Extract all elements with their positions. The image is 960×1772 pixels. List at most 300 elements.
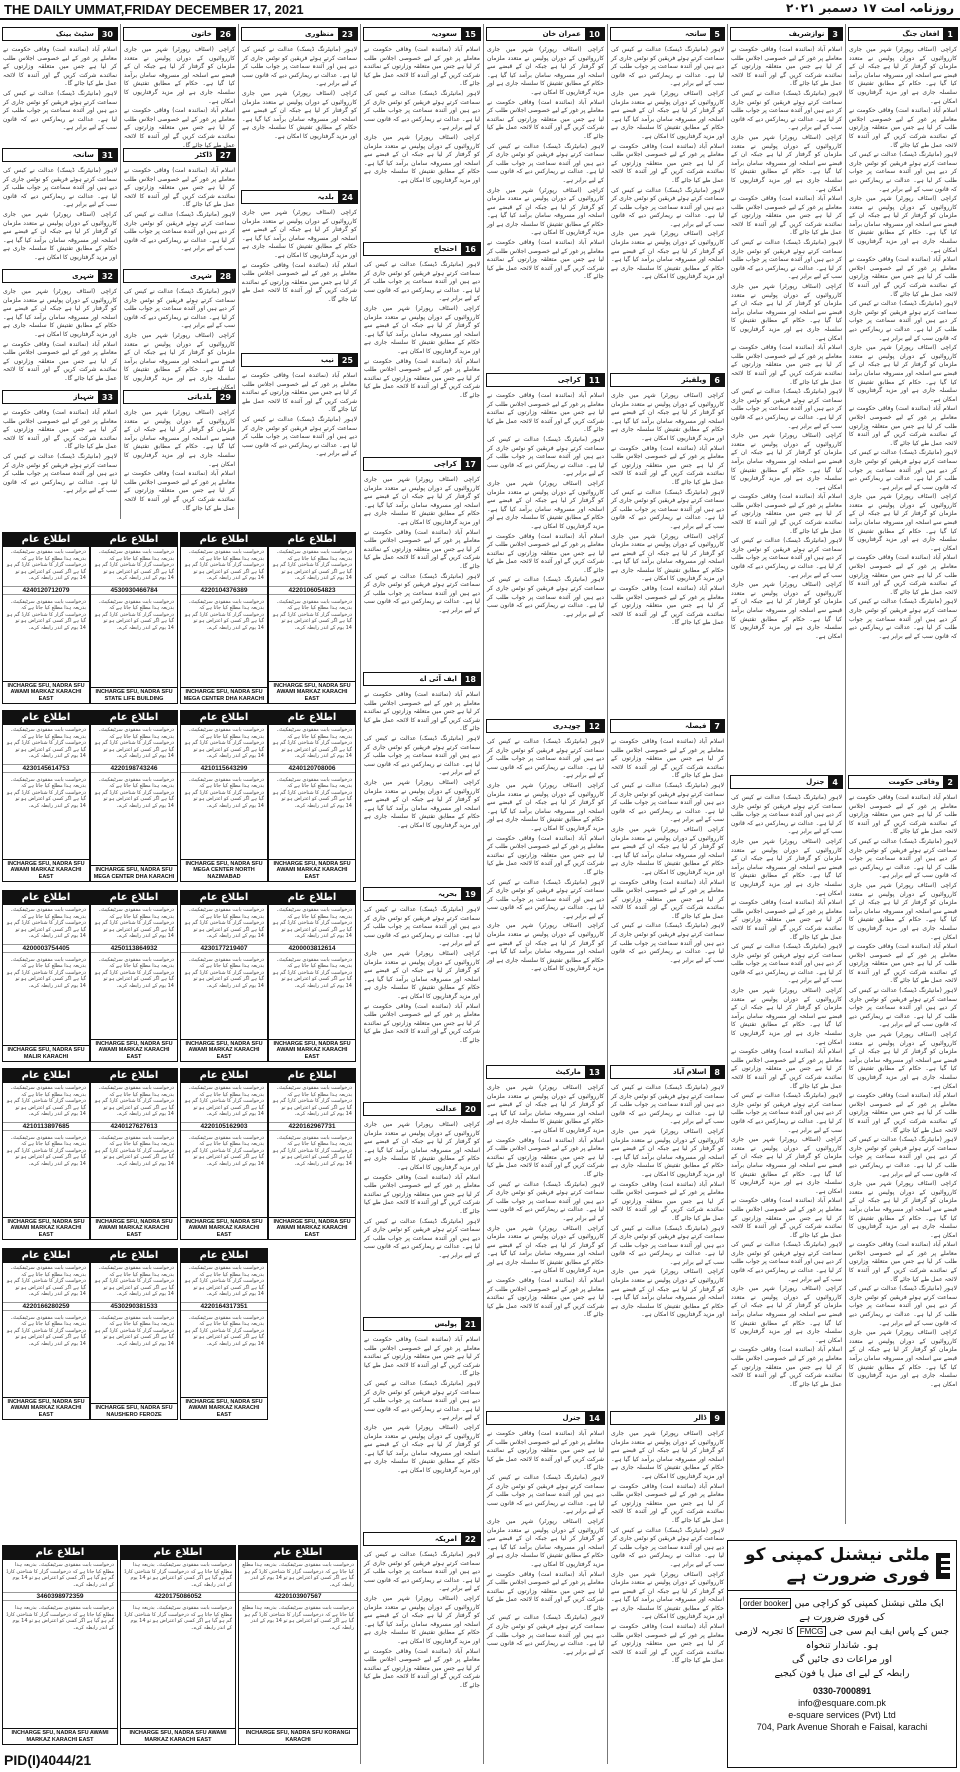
notice-footer: INCHARGE SFU, NADRA SFU AWAMI MARKAZ KARACHI EAST	[269, 681, 355, 704]
story-paragraph: لاہور (مانیٹرنگ ڈیسک) عدالت نے کیس کی سماعت کرتے ہوئے فریقین کو نوٹس جاری کر دیے ہیں اور آئندہ سماعت پر جواب طلب کر لیا ہے۔ عدالت نے ریمارکس دیے کہ قانون سب کے لیے برابر ہے۔	[731, 388, 842, 430]
story-paragraph: اسلام آباد (نمائندہ امت) وفاقی حکومت نے معاملے پر غور کے لیے خصوصی اجلاس طلب کر لیا ہے جس میں متعلقہ وزارتوں کے نمائندے شرکت کریں گے اور آئندہ کا لائحہ عمل طے کیا جائے گا۔	[731, 1346, 842, 1388]
story-paragraph: لاہور (مانیٹرنگ ڈیسک) عدالت نے کیس کی سماعت کرتے ہوئے فریقین کو نوٹس جاری کر دیے ہیں اور آئندہ سماعت پر جواب طلب کر لیا ہے۔ عدالت نے ریمارکس دیے کہ قانون سب کے لیے برابر ہے۔	[364, 734, 480, 777]
notice-cnic: 4240120708006	[269, 764, 355, 773]
notice-footer: INCHARGE SFU, NADRA SFU NAUSHERO FEROZE	[91, 1403, 177, 1419]
ad-line-1: ایک ملٹی نیشنل کمپنی کو کراچی میں	[794, 1598, 944, 1609]
story-paragraph: کراچی (اسٹاف رپورٹر) شہر میں جاری کارروائیوں کے دوران پولیس نے متعدد ملزمان کو گرفتار کر لیا ہے جبکہ ان کے قبضے سے اسلحہ اور مسروقہ سامان برآمد کیا گیا ہے۔ حکام کے مطابق تفتیش کا سلسلہ جاری ہے اور مزید گرفتاریوں کا امکان ہے۔	[487, 1224, 604, 1275]
notice-footer: INCHARGE SFU, NADRA SFU KORANGI KARACHI	[239, 1728, 357, 1744]
story-paragraph: لاہور (مانیٹرنگ ڈیسک) عدالت نے کیس کی سماعت کرتے ہوئے فریقین کو نوٹس جاری کر دیے ہیں اور آئندہ سماعت پر جواب طلب کر لیا ہے۔ عدالت نے ریمارکس دیے کہ قانون سب کے لیے برابر ہے۔	[611, 46, 724, 88]
story-title: کراچی	[557, 376, 581, 384]
story-paragraph: لاہور (مانیٹرنگ ڈیسک) عدالت نے کیس کی سماعت کرتے ہوئے فریقین کو نوٹس جاری کر دیے ہیں اور آئندہ سماعت پر جواب طلب کر لیا ہے۔ عدالت نے ریمارکس دیے کہ قانون سب کے لیے برابر ہے۔	[364, 261, 480, 303]
story-paragraph: اسلام آباد (نمائندہ امت) وفاقی حکومت نے معاملے پر غور کے لیے خصوصی اجلاس طلب کر لیا ہے جس میں متعلقہ وزارتوں کے نمائندے شرکت کریں گے اور آئندہ کا لائحہ عمل طے کیا جائے گا۔	[849, 554, 957, 596]
notice-footer: INCHARGE SFU, NADRA SFU AWAMI MARKAZ KARACHI EAST	[3, 1728, 117, 1744]
story-heading	[241, 190, 358, 204]
notice-cnic: 4220166280259	[3, 1302, 89, 1311]
story-paragraph: اسلام آباد (نمائندہ امت) وفاقی حکومت نے معاملے پر غور کے لیے خصوصی اجلاس طلب کر لیا ہے جس میں متعلقہ وزارتوں کے نمائندے شرکت کریں گے اور آئندہ کا لائحہ عمل طے کیا جائے گا۔	[611, 1482, 724, 1524]
story-paragraph: لاہور (مانیٹرنگ ڈیسک) عدالت نے کیس کی سماعت کرتے ہوئے فریقین کو نوٹس جاری کر دیے ہیں اور آئندہ سماعت پر جواب طلب کر لیا ہے۔ عدالت نے ریمارکس دیے کہ قانون سب کے لیے برابر ہے۔	[487, 738, 604, 780]
story-paragraph: اسلام آباد (نمائندہ امت) وفاقی حکومت نے معاملے پر غور کے لیے خصوصی اجلاس طلب کر لیا ہے جس میں متعلقہ وزارتوں کے نمائندے شرکت کریں گے اور آئندہ کا لائحہ عمل طے کیا جائے گا۔	[731, 195, 842, 237]
story-title: سانحہ	[72, 151, 94, 159]
story-paragraph: کراچی (اسٹاف رپورٹر) شہر میں جاری کارروائیوں کے دوران پولیس نے متعدد ملزمان کو گرفتار کر لیا ہے جبکہ ان کے قبضے سے اسلحہ اور مسروقہ سامان برآمد کیا گیا ہے۔ حکام کے مطابق تفتیش کا سلسلہ جاری ہے اور مزید گرفتاریوں کا امکان ہے۔	[849, 46, 957, 105]
story-number: 15	[461, 28, 480, 40]
story-number: 14	[585, 1412, 604, 1424]
story-paragraph: لاہور (مانیٹرنگ ڈیسک) عدالت نے کیس کی سماعت کرتے ہوئے فریقین کو نوٹس جاری کر دیے ہیں اور آئندہ سماعت پر جواب طلب کر لیا ہے۔ عدالت نے ریمارکس دیے کہ قانون سب کے لیے برابر ہے۔	[124, 210, 235, 253]
notice-footer: INCHARGE SFU, NADRA SFU AWAMI MARKAZ KARACHI EAST	[91, 1217, 177, 1240]
public-notice	[2, 710, 90, 882]
story-heading	[363, 27, 481, 41]
public-notice	[268, 710, 356, 882]
story-title: عدالت	[435, 1105, 457, 1113]
story-heading	[123, 27, 236, 41]
story-paragraph: لاہور (مانیٹرنگ ڈیسک) عدالت نے کیس کی سماعت کرتے ہوئے فریقین کو نوٹس جاری کر دیے ہیں اور آئندہ سماعت پر جواب طلب کر لیا ہے۔ عدالت نے ریمارکس دیے کہ قانون سب کے لیے برابر ہے۔	[731, 1241, 842, 1283]
notice-cnic: 4530930466784	[91, 586, 177, 595]
story-paragraph: لاہور (مانیٹرنگ ڈیسک) عدالت نے کیس کی سماعت کرتے ہوئے فریقین کو نوٹس جاری کر دیے ہیں اور آئندہ سماعت پر جواب طلب کر لیا ہے۔ عدالت نے ریمارکس دیے کہ قانون سب کے لیے برابر ہے۔	[487, 435, 604, 478]
story-paragraph: کراچی (اسٹاف رپورٹر) شہر میں جاری کارروائیوں کے دوران پولیس نے متعدد ملزمان کو گرفتار کر لیا ہے جبکہ ان کے قبضے سے اسلحہ اور مسروقہ سامان برآمد کیا گیا ہے۔ حکام کے مطابق تفتیش کا سلسلہ جاری ہے اور مزید گرفتاریوں کا امکان ہے۔	[487, 922, 604, 973]
pid-number: PID(I)4044/21	[4, 1752, 92, 1768]
notice-body: درخواست بابت مفقودی سرٹیفکیٹ۔ بذریعہ ہذا مطلع کیا جاتا ہے کہ درخواست گزار کا شناختی کارڈ گم ہو گیا ہے اگر کسی کو اعتراض ہو تو 14 یوم کے اندر رابطہ کرے۔	[95, 549, 174, 581]
notice-body: درخواست بابت مفقودی سرٹیفکیٹ۔ بذریعہ ہذا مطلع کیا جاتا ہے کہ درخواست گزار کا شناختی کارڈ گم ہو گیا ہے اگر کسی کو اعتراض ہو تو 14 یوم کے اندر رابطہ کرے۔	[273, 776, 352, 809]
notice-body: درخواست بابت مفقودی سرٹیفکیٹ۔ بذریعہ ہذا مطلع کیا جاتا ہے کہ درخواست گزار کا شناختی کارڈ گم ہو گیا ہے اگر کسی کو اعتراض ہو تو 14 یوم کے اندر رابطہ کرے۔	[273, 1085, 352, 1117]
notice-title: اطلاع عام	[3, 711, 89, 725]
story-paragraph: اسلام آباد (نمائندہ امت) وفاقی حکومت نے معاملے پر غور کے لیے خصوصی اجلاس طلب کر لیا ہے جس میں متعلقہ وزارتوں کے نمائندے شرکت کریں گے اور آئندہ کا لائحہ عمل طے کیا جائے گا۔	[849, 794, 957, 836]
story-paragraph: کراچی (اسٹاف رپورٹر) شہر میں جاری کارروائیوں کے دوران پولیس نے متعدد ملزمان کو گرفتار کر لیا ہے جبکہ ان کے قبضے سے اسلحہ اور مسروقہ سامان برآمد کیا گیا ہے۔ حکام کے مطابق تفتیش کا سلسلہ جاری ہے اور مزید گرفتاریوں کا امکان ہے۔	[3, 210, 117, 261]
ad-fmcg: FMCG	[797, 1626, 827, 1637]
story-paragraph: اسلام آباد (نمائندہ امت) وفاقی حکومت نے معاملے پر غور کے لیے خصوصی اجلاس طلب کر لیا ہے جس میں متعلقہ وزارتوں کے نمائندے شرکت کریں گے اور آئندہ کا لائحہ عمل طے کیا جائے گا۔	[611, 1180, 724, 1222]
story-title: نیب	[320, 356, 334, 364]
notice-body: درخواست بابت مفقودی سرٹیفکیٹ۔ بذریعہ ہذا مطلع کیا جاتا ہے کہ درخواست گزار کا شناختی کارڈ گم ہو گیا ہے اگر کسی کو اعتراض ہو تو 14 یوم کے اندر رابطہ کرے۔	[7, 1085, 86, 1117]
story-paragraph: اسلام آباد (نمائندہ امت) وفاقی حکومت نے معاملے پر غور کے لیے خصوصی اجلاس طلب کر لیا ہے جس میں متعلقہ وزارتوں کے نمائندے شرکت کریں گے اور آئندہ کا لائحہ عمل طے کیا جائے گا۔	[849, 943, 957, 985]
story-paragraph: اسلام آباد (نمائندہ امت) وفاقی حکومت نے معاملے پر غور کے لیے خصوصی اجلاس طلب کر لیا ہے جس میں متعلقہ وزارتوں کے نمائندے شرکت کریں گے اور آئندہ کا لائحہ عمل طے کیا جائے گا۔	[3, 46, 117, 88]
story-title: ویلفیئر	[681, 376, 707, 384]
story-paragraph: کراچی (اسٹاف رپورٹر) شہر میں جاری کارروائیوں کے دوران پولیس نے متعدد ملزمان کو گرفتار کر لیا ہے جبکہ ان کے قبضے سے اسلحہ اور مسروقہ سامان برآمد کیا گیا ہے۔ حکام کے مطابق تفتیش کا سلسلہ جاری ہے اور مزید گرفتاریوں کا امکان ہے۔	[731, 283, 842, 342]
story-number: 11	[585, 374, 604, 386]
story-paragraph: لاہور (مانیٹرنگ ڈیسک) عدالت نے کیس کی سماعت کرتے ہوئے فریقین کو نوٹس جاری کر دیے ہیں اور آئندہ سماعت پر جواب طلب کر لیا ہے۔ عدالت نے ریمارکس دیے کہ قانون سب کے لیے برابر ہے۔	[849, 300, 957, 342]
notice-cnic: 4220175086052	[121, 1592, 235, 1601]
public-notice	[180, 710, 268, 882]
story-paragraph: اسلام آباد (نمائندہ امت) وفاقی حکومت نے معاملے پر غور کے لیے خصوصی اجلاس طلب کر لیا ہے جس میں متعلقہ وزارتوں کے نمائندے شرکت کریں گے اور آئندہ کا لائحہ عمل طے کیا جائے گا۔	[611, 1623, 724, 1665]
notice-cnic: 4200003812614	[269, 944, 355, 953]
public-notice	[90, 710, 178, 882]
story-text	[121, 286, 238, 391]
masthead	[0, 0, 960, 20]
story-title: سانحہ	[685, 30, 707, 38]
story-heading	[2, 27, 118, 41]
masthead-urdu: روزنامہ امت ۱۷ دسمبر ۲۰۲۱	[785, 1, 954, 15]
story-number: 26	[216, 28, 235, 40]
story-paragraph: کراچی (اسٹاف رپورٹر) شہر میں جاری کارروائیوں کے دوران پولیس نے متعدد ملزمان کو گرفتار کر لیا ہے جبکہ ان کے قبضے سے اسلحہ اور مسروقہ سامان برآمد کیا گیا ہے۔ حکام کے مطابق تفتیش کا سلسلہ جاری ہے اور مزید گرفتاریوں کا امکان ہے۔	[849, 1329, 957, 1388]
notice-body: درخواست بابت مفقودی سرٹیفکیٹ۔ بذریعہ ہذا مطلع کیا جاتا ہے کہ درخواست گزار کا شناختی کارڈ گم ہو گیا ہے اگر کسی کو اعتراض ہو تو 14 یوم کے اندر رابطہ کرے۔	[242, 1562, 354, 1588]
story-paragraph: کراچی (اسٹاف رپورٹر) شہر میں جاری کارروائیوں کے دوران پولیس نے متعدد ملزمان کو گرفتار کر لیا ہے جبکہ ان کے قبضے سے اسلحہ اور مسروقہ سامان برآمد کیا گیا ہے۔ حکام کے مطابق تفتیش کا سلسلہ جاری ہے اور مزید گرفتاریوں کا امکان ہے۔	[487, 46, 604, 96]
notice-footer: INCHARGE SFU, NADRA SFU MALIR KARACHI	[3, 1045, 89, 1061]
story-paragraph: کراچی (اسٹاف رپورٹر) شہر میں جاری کارروائیوں کے دوران پولیس نے متعدد ملزمان کو گرفتار کر لیا ہے جبکہ ان کے قبضے سے اسلحہ اور مسروقہ سامان برآمد کیا گیا ہے۔ حکام کے مطابق تفتیش کا سلسلہ جاری ہے اور مزید گرفتاریوں کا امکان ہے۔	[124, 409, 235, 468]
story-text	[728, 44, 845, 772]
notice-body: درخواست بابت مفقودی سرٹیفکیٹ۔ بذریعہ ہذا مطلع کیا جاتا ہے کہ درخواست گزار کا شناختی کارڈ گم ہو گیا ہے اگر کسی کو اعتراض ہو تو 14 یوم کے اندر رابطہ کرے۔	[95, 956, 174, 989]
story-paragraph: اسلام آباد (نمائندہ امت) وفاقی حکومت نے معاملے پر غور کے لیے خصوصی اجلاس طلب کر لیا ہے جس میں متعلقہ وزارتوں کے نمائندے شرکت کریں گے اور آئندہ کا لائحہ عمل طے کیا جائے گا۔	[364, 1647, 480, 1689]
story-paragraph: اسلام آباد (نمائندہ امت) وفاقی حکومت نے معاملے پر غور کے لیے خصوصی اجلاس طلب کر لیا ہے جس میں متعلقہ وزارتوں کے نمائندے شرکت کریں گے اور آئندہ کا لائحہ عمل طے کیا جائے گا۔	[124, 470, 235, 512]
notice-body: درخواست بابت مفقودی سرٹیفکیٹ۔ بذریعہ ہذا مطلع کیا جاتا ہے کہ درخواست گزار کا شناختی کارڈ گم ہو گیا ہے اگر کسی کو اعتراض ہو تو 14 یوم کے اندر رابطہ کرے۔	[95, 907, 174, 939]
story-title: ایف آئی اے	[420, 675, 457, 683]
notice-title: اطلاع عام	[121, 1546, 235, 1560]
ad-address: 704, Park Avenue Shorah e Faisal, karachi	[756, 1722, 928, 1732]
story-heading	[730, 27, 843, 41]
story-paragraph: کراچی (اسٹاف رپورٹر) شہر میں جاری کارروائیوں کے دوران پولیس نے متعدد ملزمان کو گرفتار کر لیا ہے جبکہ ان کے قبضے سے اسلحہ اور مسروقہ سامان برآمد کیا گیا ہے۔ حکام کے مطابق تفتیش کا سلسلہ جاری ہے اور مزید گرفتاریوں کا امکان ہے۔	[731, 1136, 842, 1195]
story-heading	[486, 1411, 605, 1425]
story-paragraph: کراچی (اسٹاف رپورٹر) شہر میں جاری کارروائیوں کے دوران پولیس نے متعدد ملزمان کو گرفتار کر لیا ہے جبکہ ان کے قبضے سے اسلحہ اور مسروقہ سامان برآمد کیا گیا ہے۔ حکام کے مطابق تفتیش کا سلسلہ جاری ہے اور مزید گرفتاریوں کا امکان ہے۔	[364, 476, 480, 526]
story-heading	[363, 1102, 481, 1116]
notice-footer: INCHARGE SFU, NADRA SFU STATE LIFE BUILDING	[91, 687, 177, 703]
story-paragraph: لاہور (مانیٹرنگ ڈیسک) عدالت نے کیس کی سماعت کرتے ہوئے فریقین کو نوٹس جاری کر دیے ہیں اور آئندہ سماعت پر جواب طلب کر لیا ہے۔ عدالت نے ریمارکس دیے کہ قانون سب کے لیے برابر ہے۔	[731, 1092, 842, 1134]
notice-title: اطلاع عام	[181, 1069, 267, 1083]
story-text	[0, 286, 120, 387]
story-text	[361, 259, 483, 454]
story-paragraph: کراچی (اسٹاف رپورٹر) شہر میں جاری کارروائیوں کے دوران پولیس نے متعدد ملزمان کو گرفتار کر لیا ہے جبکہ ان کے قبضے سے اسلحہ اور مسروقہ سامان برآمد کیا گیا ہے۔ حکام کے مطابق تفتیش کا سلسلہ جاری ہے اور مزید گرفتاریوں کا امکان ہے۔	[124, 46, 235, 105]
story-heading	[486, 719, 605, 733]
notice-body: درخواست بابت مفقودی سرٹیفکیٹ۔ بذریعہ ہذا مطلع کیا جاتا ہے کہ درخواست گزار کا شناختی کارڈ گم ہو گیا ہے اگر کسی کو اعتراض ہو تو 14 یوم کے اندر رابطہ کرے۔	[273, 598, 352, 631]
news-column-1	[845, 24, 960, 1524]
public-notice	[120, 1545, 236, 1745]
story-paragraph: کراچی (اسٹاف رپورٹر) شہر میں جاری کارروائیوں کے دوران پولیس نے متعدد ملزمان کو گرفتار کر لیا ہے جبکہ ان کے قبضے سے اسلحہ اور مسروقہ سامان برآمد کیا گیا ہے۔ حکام کے مطابق تفتیش کا سلسلہ جاری ہے اور مزید گرفتاریوں کا امکان ہے۔	[849, 1031, 957, 1090]
story-paragraph: اسلام آباد (نمائندہ امت) وفاقی حکومت نے معاملے پر غور کے لیے خصوصی اجلاس طلب کر لیا ہے جس میں متعلقہ وزارتوں کے نمائندے شرکت کریں گے اور آئندہ کا لائحہ عمل طے کیا جائے گا۔	[487, 1570, 604, 1612]
story-text	[728, 792, 845, 1520]
story-paragraph: لاہور (مانیٹرنگ ڈیسک) عدالت نے کیس کی سماعت کرتے ہوئے فریقین کو نوٹس جاری کر دیے ہیں اور آئندہ سماعت پر جواب طلب کر لیا ہے۔ عدالت نے ریمارکس دیے کہ قانون سب کے لیے برابر ہے۔	[849, 987, 957, 1029]
story-text	[361, 1119, 483, 1314]
story-paragraph: لاہور (مانیٹرنگ ڈیسک) عدالت نے کیس کی سماعت کرتے ہوئے فریقین کو نوٹس جاری کر دیے ہیں اور آئندہ سماعت پر جواب طلب کر لیا ہے۔ عدالت نے ریمارکس دیے کہ قانون سب کے لیے برابر ہے۔	[242, 46, 357, 88]
story-number: 16	[461, 243, 480, 255]
story-title: جنرل	[806, 778, 825, 786]
notice-cnic: 4220103907567	[239, 1592, 357, 1601]
story-paragraph: کراچی (اسٹاف رپورٹر) شہر میں جاری کارروائیوں کے دوران پولیس نے متعدد ملزمان کو گرفتار کر لیا ہے جبکہ ان کے قبضے سے اسلحہ اور مسروقہ سامان برآمد کیا گیا ہے۔ حکام کے مطابق تفتیش کا سلسلہ جاری ہے اور مزید گرفتاریوں کا امکان ہے۔	[364, 949, 480, 1000]
story-paragraph: لاہور (مانیٹرنگ ڈیسک) عدالت نے کیس کی سماعت کرتے ہوئے فریقین کو نوٹس جاری کر دیے ہیں اور آئندہ سماعت پر جواب طلب کر لیا ہے۔ عدالت نے ریمارکس دیے کہ قانون سب کے لیے برابر ہے۔	[611, 488, 724, 530]
public-notice	[2, 1068, 90, 1240]
story-number: 32	[98, 270, 117, 282]
story-paragraph: لاہور (مانیٹرنگ ڈیسک) عدالت نے کیس کی سماعت کرتے ہوئے فریقین کو نوٹس جاری کر دیے ہیں اور آئندہ سماعت پر جواب طلب کر لیا ہے۔ عدالت نے ریمارکس دیے کہ قانون سب کے لیے برابر ہے۔	[364, 89, 480, 132]
notice-body: درخواست بابت مفقودی سرٹیفکیٹ۔ بذریعہ ہذا مطلع کیا جاتا ہے کہ درخواست گزار کا شناختی کارڈ گم ہو گیا ہے اگر کسی کو اعتراض ہو تو 14 یوم کے اندر رابطہ کرے۔	[6, 1605, 114, 1631]
notice-footer: INCHARGE SFU, NADRA SFU AWAMI MARKAZ KARACHI EAST	[181, 1217, 267, 1240]
story-text	[361, 1549, 483, 1744]
notice-body: درخواست بابت مفقودی سرٹیفکیٹ۔ بذریعہ ہذا مطلع کیا جاتا ہے کہ درخواست گزار کا شناختی کارڈ گم ہو گیا ہے اگر کسی کو اعتراض ہو تو 14 یوم کے اندر رابطہ کرے۔	[95, 1134, 174, 1167]
story-heading	[363, 1532, 481, 1546]
story-paragraph: اسلام آباد (نمائندہ امت) وفاقی حکومت نے معاملے پر غور کے لیے خصوصی اجلاس طلب کر لیا ہے جس میں متعلقہ وزارتوں کے نمائندے شرکت کریں گے اور آئندہ کا لائحہ عمل طے کیا جائے گا۔	[364, 357, 480, 399]
story-number: 33	[98, 391, 117, 403]
story-paragraph: لاہور (مانیٹرنگ ڈیسک) عدالت نے کیس کی سماعت کرتے ہوئے فریقین کو نوٹس جاری کر دیے ہیں اور آئندہ سماعت پر جواب طلب کر لیا ہے۔ عدالت نے ریمارکس دیے کہ قانون سب کے لیے برابر ہے۔	[364, 572, 480, 614]
story-heading	[363, 1317, 481, 1331]
story-heading	[610, 27, 725, 41]
notice-title: اطلاع عام	[181, 533, 267, 547]
story-paragraph: کراچی (اسٹاف رپورٹر) شہر میں جاری کارروائیوں کے دوران پولیس نے متعدد ملزمان کو گرفتار کر لیا ہے جبکہ ان کے قبضے سے اسلحہ اور مسروقہ سامان برآمد کیا گیا ہے۔ حکام کے مطابق تفتیش کا سلسلہ جاری ہے اور مزید گرفتاریوں کا امکان ہے۔	[242, 89, 357, 140]
public-notice	[268, 532, 356, 704]
notice-body: درخواست بابت مفقودی سرٹیفکیٹ۔ بذریعہ ہذا مطلع کیا جاتا ہے کہ درخواست گزار کا شناختی کارڈ گم ہو گیا ہے اگر کسی کو اعتراض ہو تو 14 یوم کے اندر رابطہ کرے۔	[7, 1314, 86, 1347]
public-notice	[238, 1545, 358, 1745]
story-number: 31	[98, 149, 117, 161]
story-number: 9	[710, 1412, 724, 1424]
story-text	[484, 390, 607, 716]
story-paragraph: کراچی (اسٹاف رپورٹر) شہر میں جاری کارروائیوں کے دوران پولیس نے متعدد ملزمان کو گرفتار کر لیا ہے جبکہ ان کے قبضے سے اسلحہ اور مسروقہ سامان برآمد کیا گیا ہے۔ حکام کے مطابق تفتیش کا سلسلہ جاری ہے اور مزید گرفتاریوں کا امکان ہے۔	[611, 392, 724, 442]
notice-cnic: 4240127627613	[91, 1122, 177, 1131]
story-heading	[241, 27, 358, 41]
notice-cnic: 4220104376389	[181, 586, 267, 595]
ad-phone: 0330-7000891	[812, 1686, 872, 1696]
story-paragraph: کراچی (اسٹاف رپورٹر) شہر میں جاری کارروائیوں کے دوران پولیس نے متعدد ملزمان کو گرفتار کر لیا ہے جبکہ ان کے قبضے سے اسلحہ اور مسروقہ سامان برآمد کیا گیا ہے۔ حکام کے مطابق تفتیش کا سلسلہ جاری ہے اور مزید گرفتاریوں کا امکان ہے۔	[611, 825, 724, 876]
news-column-3	[607, 24, 727, 1764]
ad-line-2: جس کے پاس ایف ایم سی جی	[829, 1626, 950, 1637]
news-column-6	[238, 24, 360, 519]
story-text	[608, 1082, 727, 1408]
story-title: شہباز	[73, 393, 94, 401]
ad-email: info@esquare.com.pk	[798, 1698, 886, 1708]
story-paragraph: کراچی (اسٹاف رپورٹر) شہر میں جاری کارروائیوں کے دوران پولیس نے متعدد ملزمان کو گرفتار کر لیا ہے جبکہ ان کے قبضے سے اسلحہ اور مسروقہ سامان برآمد کیا گیا ہے۔ حکام کے مطابق تفتیش کا سلسلہ جاری ہے اور مزید گرفتاریوں کا امکان ہے۔	[731, 1285, 842, 1344]
notice-body: درخواست بابت مفقودی سرٹیفکیٹ۔ بذریعہ ہذا مطلع کیا جاتا ہے کہ درخواست گزار کا شناختی کارڈ گم ہو گیا ہے اگر کسی کو اعتراض ہو تو 14 یوم کے اندر رابطہ کرے۔	[7, 907, 86, 939]
story-paragraph: لاہور (مانیٹرنگ ڈیسک) عدالت نے کیس کی سماعت کرتے ہوئے فریقین کو نوٹس جاری کر دیے ہیں اور آئندہ سماعت پر جواب طلب کر لیا ہے۔ عدالت نے ریمارکس دیے کہ قانون سب کے لیے برابر ہے۔	[611, 186, 724, 228]
story-paragraph: لاہور (مانیٹرنگ ڈیسک) عدالت نے کیس کی سماعت کرتے ہوئے فریقین کو نوٹس جاری کر دیے ہیں اور آئندہ سماعت پر جواب طلب کر لیا ہے۔ عدالت نے ریمارکس دیے کہ قانون سب کے لیے برابر ہے۔	[487, 1614, 604, 1656]
news-column-7	[120, 24, 238, 519]
notice-body: درخواست بابت مفقودی سرٹیفکیٹ۔ بذریعہ ہذا مطلع کیا جاتا ہے کہ درخواست گزار کا شناختی کارڈ گم ہو گیا ہے اگر کسی کو اعتراض ہو تو 14 یوم کے اندر رابطہ کرے۔	[185, 727, 264, 759]
story-heading	[2, 390, 118, 404]
notice-cnic: 4220106054823	[269, 586, 355, 595]
notice-body: درخواست بابت مفقودی سرٹیفکیٹ۔ بذریعہ ہذا مطلع کیا جاتا ہے کہ درخواست گزار کا شناختی کارڈ گم ہو گیا ہے اگر کسی کو اعتراض ہو تو 14 یوم کے اندر رابطہ کرے۔	[7, 727, 86, 759]
notice-cnic: 4210115643299	[181, 764, 267, 773]
story-heading	[730, 775, 843, 789]
story-paragraph: لاہور (مانیٹرنگ ڈیسک) عدالت نے کیس کی سماعت کرتے ہوئے فریقین کو نوٹس جاری کر دیے ہیں اور آئندہ سماعت پر جواب طلب کر لیا ہے۔ عدالت نے ریمارکس دیے کہ قانون سب کے لیے برابر ہے۔	[124, 288, 235, 330]
story-title: ڈالر	[693, 1414, 707, 1422]
news-column-2	[727, 24, 845, 1524]
story-number: 5	[710, 28, 724, 40]
notice-title: اطلاع عام	[269, 533, 355, 547]
notice-footer: INCHARGE SFU, NADRA SFU AWAMI MARKAZ KARACHI EAST	[269, 1039, 355, 1062]
ad-order-booker: order booker	[740, 1598, 791, 1609]
story-paragraph: کراچی (اسٹاف رپورٹر) شہر میں جاری کارروائیوں کے دوران پولیس نے متعدد ملزمان کو گرفتار کر لیا ہے جبکہ ان کے قبضے سے اسلحہ اور مسروقہ سامان برآمد کیا گیا ہے۔ حکام کے مطابق تفتیش کا سلسلہ جاری ہے اور مزید گرفتاریوں کا امکان ہے۔	[611, 1268, 724, 1319]
story-text	[361, 1334, 483, 1529]
story-heading	[363, 672, 481, 686]
notice-footer: INCHARGE SFU, NADRA SFU AWAMI MARKAZ KARACHI EAST	[269, 859, 355, 882]
public-notice	[90, 890, 178, 1062]
story-paragraph: اسلام آباد (نمائندہ امت) وفاقی حکومت نے معاملے پر غور کے لیے خصوصی اجلاس طلب کر لیا ہے جس میں متعلقہ وزارتوں کے نمائندے شرکت کریں گے اور آئندہ کا لائحہ عمل طے کیا جائے گا۔	[487, 1277, 604, 1319]
story-paragraph: اسلام آباد (نمائندہ امت) وفاقی حکومت نے معاملے پر غور کے لیے خصوصی اجلاس طلب کر لیا ہے جس میں متعلقہ وزارتوں کے نمائندے شرکت کریں گے اور آئندہ کا لائحہ عمل طے کیا جائے گا۔	[849, 1241, 957, 1283]
story-heading	[363, 242, 481, 256]
notice-body: درخواست بابت مفقودی سرٹیفکیٹ۔ بذریعہ ہذا مطلع کیا جاتا ہے کہ درخواست گزار کا شناختی کارڈ گم ہو گیا ہے اگر کسی کو اعتراض ہو تو 14 یوم کے اندر رابطہ کرے۔	[273, 1134, 352, 1167]
story-paragraph: لاہور (مانیٹرنگ ڈیسک) عدالت نے کیس کی سماعت کرتے ہوئے فریقین کو نوٹس جاری کر دیے ہیں اور آئندہ سماعت پر جواب طلب کر لیا ہے۔ عدالت نے ریمارکس دیے کہ قانون سب کے لیے برابر ہے۔	[611, 781, 724, 824]
story-paragraph: اسلام آباد (نمائندہ امت) وفاقی حکومت نے معاملے پر غور کے لیے خصوصی اجلاس طلب کر لیا ہے جس میں متعلقہ وزارتوں کے نمائندے شرکت کریں گے اور آئندہ کا لائحہ عمل طے کیا جائے گا۔	[124, 167, 235, 209]
story-number: 13	[585, 1066, 604, 1078]
notice-body: درخواست بابت مفقودی سرٹیفکیٹ۔ بذریعہ ہذا مطلع کیا جاتا ہے کہ درخواست گزار کا شناختی کارڈ گم ہو گیا ہے اگر کسی کو اعتراض ہو تو 14 یوم کے اندر رابطہ کرے۔	[6, 1562, 114, 1588]
notice-body: درخواست بابت مفقودی سرٹیفکیٹ۔ بذریعہ ہذا مطلع کیا جاتا ہے کہ درخواست گزار کا شناختی کارڈ گم ہو گیا ہے اگر کسی کو اعتراض ہو تو 14 یوم کے اندر رابطہ کرے۔	[95, 1265, 174, 1297]
story-text	[608, 390, 727, 716]
public-notice	[180, 532, 268, 704]
story-paragraph: لاہور (مانیٹرنگ ڈیسک) عدالت نے کیس کی سماعت کرتے ہوئے فریقین کو نوٹس جاری کر دیے ہیں اور آئندہ سماعت پر جواب طلب کر لیا ہے۔ عدالت نے ریمارکس دیے کہ قانون سب کے لیے برابر ہے۔	[487, 878, 604, 920]
notice-body: درخواست بابت مفقودی سرٹیفکیٹ۔ بذریعہ ہذا مطلع کیا جاتا ہے کہ درخواست گزار کا شناختی کارڈ گم ہو گیا ہے اگر کسی کو اعتراض ہو تو 14 یوم کے اندر رابطہ کرے۔	[242, 1605, 354, 1631]
story-paragraph: لاہور (مانیٹرنگ ڈیسک) عدالت نے کیس کی سماعت کرتے ہوئے فریقین کو نوٹس جاری کر دیے ہیں اور آئندہ سماعت پر جواب طلب کر لیا ہے۔ عدالت نے ریمارکس دیے کہ قانون سب کے لیے برابر ہے۔	[3, 452, 117, 495]
story-paragraph: کراچی (اسٹاف رپورٹر) شہر میں جاری کارروائیوں کے دوران پولیس نے متعدد ملزمان کو گرفتار کر لیا ہے جبکہ ان کے قبضے سے اسلحہ اور مسروقہ سامان برآمد کیا گیا ہے۔ حکام کے مطابق تفتیش کا سلسلہ جاری ہے اور مزید گرفتاریوں کا امکان ہے۔	[364, 304, 480, 355]
story-paragraph: اسلام آباد (نمائندہ امت) وفاقی حکومت نے معاملے پر غور کے لیے خصوصی اجلاس طلب کر لیا ہے جس میں متعلقہ وزارتوں کے نمائندے شرکت کریں گے اور آئندہ کا لائحہ عمل طے کیا جائے گا۔	[731, 1048, 842, 1090]
story-text	[0, 165, 120, 266]
ad-contact	[728, 1683, 956, 1733]
story-title: کراچی	[433, 460, 457, 468]
story-number: 3	[828, 28, 842, 40]
story-number: 8	[710, 1066, 724, 1078]
story-heading	[241, 353, 358, 367]
story-title: امریکہ	[434, 1535, 457, 1543]
story-number: 12	[585, 720, 604, 732]
story-paragraph: اسلام آباد (نمائندہ امت) وفاقی حکومت نے معاملے پر غور کے لیے خصوصی اجلاس طلب کر لیا ہے جس میں متعلقہ وزارتوں کے نمائندے شرکت کریں گے اور آئندہ کا لائحہ عمل طے کیا جائے گا۔	[364, 46, 480, 88]
notice-cnic: 4220105162903	[181, 1122, 267, 1131]
story-heading	[610, 1411, 725, 1425]
story-paragraph: اسلام آباد (نمائندہ امت) وفاقی حکومت نے معاملے پر غور کے لیے خصوصی اجلاس طلب کر لیا ہے جس میں متعلقہ وزارتوں کے نمائندے شرکت کریں گے اور آئندہ کا لائحہ عمل طے کیا جائے گا۔	[487, 239, 604, 281]
story-paragraph: کراچی (اسٹاف رپورٹر) شہر میں جاری کارروائیوں کے دوران پولیس نے متعدد ملزمان کو گرفتار کر لیا ہے جبکہ ان کے قبضے سے اسلحہ اور مسروقہ سامان برآمد کیا گیا ہے۔ حکام کے مطابق تفتیش کا سلسلہ جاری ہے اور مزید گرفتاریوں کا امکان ہے۔	[364, 1121, 480, 1171]
story-paragraph: لاہور (مانیٹرنگ ڈیسک) عدالت نے کیس کی سماعت کرتے ہوئے فریقین کو نوٹس جاری کر دیے ہیں اور آئندہ سماعت پر جواب طلب کر لیا ہے۔ عدالت نے ریمارکس دیے کہ قانون سب کے لیے برابر ہے۔	[849, 449, 957, 491]
story-paragraph: کراچی (اسٹاف رپورٹر) شہر میں جاری کارروائیوں کے دوران پولیس نے متعدد ملزمان کو گرفتار کر لیا ہے جبکہ ان کے قبضے سے اسلحہ اور مسروقہ سامان برآمد کیا گیا ہے۔ حکام کے مطابق تفتیش کا سلسلہ جاری ہے اور مزید گرفتاریوں کا امکان ہے۔	[487, 1517, 604, 1568]
story-paragraph: اسلام آباد (نمائندہ امت) وفاقی حکومت نے معاملے پر غور کے لیے خصوصی اجلاس طلب کر لیا ہے جس میں متعلقہ وزارتوں کے نمائندے شرکت کریں گے اور آئندہ کا لائحہ عمل طے کیا جائے گا۔	[487, 532, 604, 574]
notice-cnic: 4250113864932	[91, 944, 177, 953]
notice-body: درخواست بابت مفقودی سرٹیفکیٹ۔ بذریعہ ہذا مطلع کیا جاتا ہے کہ درخواست گزار کا شناختی کارڈ گم ہو گیا ہے اگر کسی کو اعتراض ہو تو 14 یوم کے اندر رابطہ کرے۔	[185, 1314, 264, 1347]
public-notice	[180, 1068, 268, 1240]
notice-title: اطلاع عام	[269, 711, 355, 725]
notice-title: اطلاع عام	[91, 1249, 177, 1263]
story-paragraph: لاہور (مانیٹرنگ ڈیسک) عدالت نے کیس کی سماعت کرتے ہوئے فریقین کو نوٹس جاری کر دیے ہیں اور آئندہ سماعت پر جواب طلب کر لیا ہے۔ عدالت نے ریمارکس دیے کہ قانون سب کے لیے برابر ہے۔	[611, 1224, 724, 1266]
story-paragraph: لاہور (مانیٹرنگ ڈیسک) عدالت نے کیس کی سماعت کرتے ہوئے فریقین کو نوٹس جاری کر دیے ہیں اور آئندہ سماعت پر جواب طلب کر لیا ہے۔ عدالت نے ریمارکس دیے کہ قانون سب کے لیے برابر ہے۔	[611, 922, 724, 964]
story-paragraph: کراچی (اسٹاف رپورٹر) شہر میں جاری کارروائیوں کے دوران پولیس نے متعدد ملزمان کو گرفتار کر لیا ہے جبکہ ان کے قبضے سے اسلحہ اور مسروقہ سامان برآمد کیا گیا ہے۔ حکام کے مطابق تفتیش کا سلسلہ جاری ہے اور مزید گرفتاریوں کا امکان ہے۔	[364, 1594, 480, 1645]
story-title: افغان جنگ	[902, 30, 940, 38]
story-paragraph: اسلام آباد (نمائندہ امت) وفاقی حکومت نے معاملے پر غور کے لیے خصوصی اجلاس طلب کر لیا ہے جس میں متعلقہ وزارتوں کے نمائندے شرکت کریں گے اور آئندہ کا لائحہ عمل طے کیا جائے گا۔	[124, 107, 235, 149]
story-paragraph: اسلام آباد (نمائندہ امت) وفاقی حکومت نے معاملے پر غور کے لیے خصوصی اجلاس طلب کر لیا ہے جس میں متعلقہ وزارتوں کے نمائندے شرکت کریں گے اور آئندہ کا لائحہ عمل طے کیا جائے گا۔	[731, 493, 842, 535]
story-text	[239, 44, 360, 187]
story-paragraph: اسلام آباد (نمائندہ امت) وفاقی حکومت نے معاملے پر غور کے لیے خصوصی اجلاس طلب کر لیا ہے جس میں متعلقہ وزارتوں کے نمائندے شرکت کریں گے اور آئندہ کا لائحہ عمل طے کیا جائے گا۔	[731, 344, 842, 386]
story-paragraph: کراچی (اسٹاف رپورٹر) شہر میں جاری کارروائیوں کے دوران پولیس نے متعدد ملزمان کو گرفتار کر لیا ہے جبکہ ان کے قبضے سے اسلحہ اور مسروقہ سامان برآمد کیا گیا ہے۔ حکام کے مطابق تفتیش کا سلسلہ جاری ہے اور مزید گرفتاریوں کا امکان ہے۔	[849, 881, 957, 941]
story-text	[121, 44, 238, 149]
story-text	[484, 44, 607, 370]
notice-title: اطلاع عام	[3, 533, 89, 547]
notice-body: درخواست بابت مفقودی سرٹیفکیٹ۔ بذریعہ ہذا مطلع کیا جاتا ہے کہ درخواست گزار کا شناختی کارڈ گم ہو گیا ہے اگر کسی کو اعتراض ہو تو 14 یوم کے اندر رابطہ کرے۔	[95, 1314, 174, 1347]
story-paragraph: اسلام آباد (نمائندہ امت) وفاقی حکومت نے معاملے پر غور کے لیے خصوصی اجلاس طلب کر لیا ہے جس میں متعلقہ وزارتوں کے نمائندے شرکت کریں گے اور آئندہ کا لائحہ عمل طے کیا جائے گا۔	[3, 340, 117, 382]
public-notice	[2, 890, 90, 1062]
notice-body: درخواست بابت مفقودی سرٹیفکیٹ۔ بذریعہ ہذا مطلع کیا جاتا ہے کہ درخواست گزار کا شناختی کارڈ گم ہو گیا ہے اگر کسی کو اعتراض ہو تو 14 یوم کے اندر رابطہ کرے۔	[7, 598, 86, 631]
news-column-5	[360, 24, 483, 1764]
ad-line-2b: کا تجربہ لازمی ہو۔ شاندار تنخواہ	[734, 1626, 879, 1651]
news-column-8	[0, 24, 120, 519]
ad-title: ملٹی نیشنل کمپنی کو فوری ضرورت ہے	[744, 1545, 930, 1586]
story-title: سعودیہ	[431, 30, 457, 38]
story-paragraph: اسلام آباد (نمائندہ امت) وفاقی حکومت نے معاملے پر غور کے لیے خصوصی اجلاس طلب کر لیا ہے جس میں متعلقہ وزارتوں کے نمائندے شرکت کریں گے اور آئندہ کا لائحہ عمل طے کیا جائے گا۔	[731, 899, 842, 941]
ad-body	[728, 1591, 956, 1683]
story-text	[608, 44, 727, 370]
story-text	[846, 44, 960, 772]
story-text	[484, 1082, 607, 1408]
story-number: 28	[216, 270, 235, 282]
story-paragraph: لاہور (مانیٹرنگ ڈیسک) عدالت نے کیس کی سماعت کرتے ہوئے فریقین کو نوٹس جاری کر دیے ہیں اور آئندہ سماعت پر جواب طلب کر لیا ہے۔ عدالت نے ریمارکس دیے کہ قانون سب کے لیے برابر ہے۔	[242, 415, 357, 458]
notice-cnic: 4230145614753	[3, 764, 89, 773]
story-paragraph: لاہور (مانیٹرنگ ڈیسک) عدالت نے کیس کی سماعت کرتے ہوئے فریقین کو نوٹس جاری کر دیے ہیں اور آئندہ سماعت پر جواب طلب کر لیا ہے۔ عدالت نے ریمارکس دیے کہ قانون سب کے لیے برابر ہے۔	[611, 1526, 724, 1568]
notice-footer: INCHARGE SFU, NADRA SFU AWAMI MARKAZ KARACHI EAST	[121, 1728, 235, 1744]
story-paragraph: لاہور (مانیٹرنگ ڈیسک) عدالت نے کیس کی سماعت کرتے ہوئے فریقین کو نوٹس جاری کر دیے ہیں اور آئندہ سماعت پر جواب طلب کر لیا ہے۔ عدالت نے ریمارکس دیے کہ قانون سب کے لیے برابر ہے۔	[364, 1379, 480, 1422]
story-number: 22	[461, 1533, 480, 1545]
story-paragraph: اسلام آباد (نمائندہ امت) وفاقی حکومت نے معاملے پر غور کے لیے خصوصی اجلاس طلب کر لیا ہے جس میں متعلقہ وزارتوں کے نمائندے شرکت کریں گے اور آئندہ کا لائحہ عمل طے کیا جائے گا۔	[487, 1136, 604, 1178]
story-number: 24	[338, 191, 357, 203]
notice-body: درخواست بابت مفقودی سرٹیفکیٹ۔ بذریعہ ہذا مطلع کیا جاتا ہے کہ درخواست گزار کا شناختی کارڈ گم ہو گیا ہے اگر کسی کو اعتراض ہو تو 14 یوم کے اندر رابطہ کرے۔	[7, 1265, 86, 1297]
notice-body: درخواست بابت مفقودی سرٹیفکیٹ۔ بذریعہ ہذا مطلع کیا جاتا ہے کہ درخواست گزار کا شناختی کارڈ گم ہو گیا ہے اگر کسی کو اعتراض ہو تو 14 یوم کے اندر رابطہ کرے۔	[95, 727, 174, 759]
story-paragraph: اسلام آباد (نمائندہ امت) وفاقی حکومت نے معاملے پر غور کے لیے خصوصی اجلاس طلب کر لیا ہے جس میں متعلقہ وزارتوں کے نمائندے شرکت کریں گے اور آئندہ کا لائحہ عمل طے کیا جائے گا۔	[849, 107, 957, 149]
notice-title: اطلاع عام	[239, 1546, 357, 1560]
story-paragraph: اسلام آباد (نمائندہ امت) وفاقی حکومت نے معاملے پر غور کے لیے خصوصی اجلاس طلب کر لیا ہے جس میں متعلقہ وزارتوں کے نمائندے شرکت کریں گے اور آئندہ کا لائحہ عمل طے کیا جائے گا۔	[731, 1197, 842, 1239]
story-text	[846, 792, 960, 1520]
story-paragraph: لاہور (مانیٹرنگ ڈیسک) عدالت نے کیس کی سماعت کرتے ہوئے فریقین کو نوٹس جاری کر دیے ہیں اور آئندہ سماعت پر جواب طلب کر لیا ہے۔ عدالت نے ریمارکس دیے کہ قانون سب کے لیے برابر ہے۔	[849, 837, 957, 880]
notice-title: اطلاع عام	[3, 1546, 117, 1560]
story-heading	[486, 27, 605, 41]
notice-body: درخواست بابت مفقودی سرٹیفکیٹ۔ بذریعہ ہذا مطلع کیا جاتا ہے کہ درخواست گزار کا شناختی کارڈ گم ہو گیا ہے اگر کسی کو اعتراض ہو تو 14 یوم کے اندر رابطہ کرے۔	[7, 956, 86, 989]
story-paragraph: کراچی (اسٹاف رپورٹر) شہر میں جاری کارروائیوں کے دوران پولیس نے متعدد ملزمان کو گرفتار کر لیا ہے جبکہ ان کے قبضے سے اسلحہ اور مسروقہ سامان برآمد کیا گیا ہے۔ حکام کے مطابق تفتیش کا سلسلہ جاری ہے اور مزید گرفتاریوں کا امکان ہے۔	[611, 230, 724, 281]
notice-title: اطلاع عام	[181, 1249, 267, 1263]
story-text	[361, 44, 483, 239]
story-text	[361, 904, 483, 1099]
story-paragraph: اسلام آباد (نمائندہ امت) وفاقی حکومت نے معاملے پر غور کے لیے خصوصی اجلاس طلب کر لیا ہے جس میں متعلقہ وزارتوں کے نمائندے شرکت کریں گے اور آئندہ کا لائحہ عمل طے کیا جائے گا۔	[364, 691, 480, 733]
story-heading	[486, 1065, 605, 1079]
notice-body: درخواست بابت مفقودی سرٹیفکیٹ۔ بذریعہ ہذا مطلع کیا جاتا ہے کہ درخواست گزار کا شناختی کارڈ گم ہو گیا ہے اگر کسی کو اعتراض ہو تو 14 یوم کے اندر رابطہ کرے۔	[95, 1085, 174, 1117]
story-number: 10	[585, 28, 604, 40]
story-paragraph: اسلام آباد (نمائندہ امت) وفاقی حکومت نے معاملے پر غور کے لیے خصوصی اجلاس طلب کر لیا ہے جس میں متعلقہ وزارتوں کے نمائندے شرکت کریں گے اور آئندہ کا لائحہ عمل طے کیا جائے گا۔	[611, 738, 724, 780]
story-paragraph: کراچی (اسٹاف رپورٹر) شہر میں جاری کارروائیوں کے دوران پولیس نے متعدد ملزمان کو گرفتار کر لیا ہے جبکہ ان کے قبضے سے اسلحہ اور مسروقہ سامان برآمد کیا گیا ہے۔ حکام کے مطابق تفتیش کا سلسلہ جاری ہے اور مزید گرفتاریوں کا امکان ہے۔	[3, 288, 117, 338]
story-paragraph: لاہور (مانیٹرنگ ڈیسک) عدالت نے کیس کی سماعت کرتے ہوئے فریقین کو نوٹس جاری کر دیے ہیں اور آئندہ سماعت پر جواب طلب کر لیا ہے۔ عدالت نے ریمارکس دیے کہ قانون سب کے لیے برابر ہے۔	[364, 1217, 480, 1259]
story-heading	[610, 373, 725, 387]
public-notice	[2, 1248, 90, 1420]
story-paragraph: اسلام آباد (نمائندہ امت) وفاقی حکومت نے معاملے پر غور کے لیے خصوصی اجلاس طلب کر لیا ہے جس میں متعلقہ وزارتوں کے نمائندے شرکت کریں گے اور آئندہ کا لائحہ عمل طے کیا جائے گا۔	[849, 405, 957, 447]
notice-body: درخواست بابت مفقودی سرٹیفکیٹ۔ بذریعہ ہذا مطلع کیا جاتا ہے کہ درخواست گزار کا شناختی کارڈ گم ہو گیا ہے اگر کسی کو اعتراض ہو تو 14 یوم کے اندر رابطہ کرے۔	[7, 549, 86, 581]
notice-body: درخواست بابت مفقودی سرٹیفکیٹ۔ بذریعہ ہذا مطلع کیا جاتا ہے کہ درخواست گزار کا شناختی کارڈ گم ہو گیا ہے اگر کسی کو اعتراض ہو تو 14 یوم کے اندر رابطہ کرے۔	[7, 1134, 86, 1167]
story-heading	[123, 390, 236, 404]
story-heading	[2, 269, 118, 283]
public-notice	[90, 1248, 178, 1420]
story-paragraph: لاہور (مانیٹرنگ ڈیسک) عدالت نے کیس کی سماعت کرتے ہوئے فریقین کو نوٹس جاری کر دیے ہیں اور آئندہ سماعت پر جواب طلب کر لیا ہے۔ عدالت نے ریمارکس دیے کہ قانون سب کے لیے برابر ہے۔	[364, 906, 480, 948]
notice-body: درخواست بابت مفقودی سرٹیفکیٹ۔ بذریعہ ہذا مطلع کیا جاتا ہے کہ درخواست گزار کا شناختی کارڈ گم ہو گیا ہے اگر کسی کو اعتراض ہو تو 14 یوم کے اندر رابطہ کرے۔	[95, 598, 174, 631]
story-title: احتجاج	[433, 245, 457, 253]
story-paragraph: اسلام آباد (نمائندہ امت) وفاقی حکومت نے معاملے پر غور کے لیے خصوصی اجلاس طلب کر لیا ہے جس میں متعلقہ وزارتوں کے نمائندے شرکت کریں گے اور آئندہ کا لائحہ عمل طے کیا جائے گا۔	[364, 1336, 480, 1378]
story-paragraph: اسلام آباد (نمائندہ امت) وفاقی حکومت نے معاملے پر غور کے لیے خصوصی اجلاس طلب کر لیا ہے جس میں متعلقہ وزارتوں کے نمائندے شرکت کریں گے اور آئندہ کا لائحہ عمل طے کیا جائے گا۔	[611, 142, 724, 184]
story-paragraph: لاہور (مانیٹرنگ ڈیسک) عدالت نے کیس کی سماعت کرتے ہوئے فریقین کو نوٹس جاری کر دیے ہیں اور آئندہ سماعت پر جواب طلب کر لیا ہے۔ عدالت نے ریمارکس دیے کہ قانون سب کے لیے برابر ہے۔	[731, 89, 842, 132]
job-advertisement	[727, 1540, 957, 1768]
notice-footer: INCHARGE SFU, NADRA SFU AWAMI MARKAZ KARACHI EAST	[3, 1397, 89, 1420]
story-heading	[848, 775, 958, 789]
notice-title: اطلاع عام	[3, 891, 89, 905]
story-paragraph: اسلام آباد (نمائندہ امت) وفاقی حکومت نے معاملے پر غور کے لیے خصوصی اجلاس طلب کر لیا ہے جس میں متعلقہ وزارتوں کے نمائندے شرکت کریں گے اور آئندہ کا لائحہ عمل طے کیا جائے گا۔	[487, 1430, 604, 1472]
notice-cnic: 4220162967731	[269, 1122, 355, 1131]
story-heading	[610, 719, 725, 733]
notice-title: اطلاع عام	[269, 1069, 355, 1083]
story-paragraph: اسلام آباد (نمائندہ امت) وفاقی حکومت نے معاملے پر غور کے لیے خصوصی اجلاس طلب کر لیا ہے جس میں متعلقہ وزارتوں کے نمائندے شرکت کریں گے اور آئندہ کا لائحہ عمل طے کیا جائے گا۔	[364, 1002, 480, 1044]
company-logo-icon	[936, 1553, 950, 1579]
notice-footer: INCHARGE SFU, NADRA SFU AWAMI MARKAZ KARACHI EAST	[3, 681, 89, 704]
notice-body: درخواست بابت مفقودی سرٹیفکیٹ۔ بذریعہ ہذا مطلع کیا جاتا ہے کہ درخواست گزار کا شناختی کارڈ گم ہو گیا ہے اگر کسی کو اعتراض ہو تو 14 یوم کے اندر رابطہ کرے۔	[273, 907, 352, 939]
story-paragraph: لاہور (مانیٹرنگ ڈیسک) عدالت نے کیس کی سماعت کرتے ہوئے فریقین کو نوٹس جاری کر دیے ہیں اور آئندہ سماعت پر جواب طلب کر لیا ہے۔ عدالت نے ریمارکس دیے کہ قانون سب کے لیے برابر ہے۔	[487, 142, 604, 184]
story-text	[239, 370, 360, 513]
story-paragraph: کراچی (اسٹاف رپورٹر) شہر میں جاری کارروائیوں کے دوران پولیس نے متعدد ملزمان کو گرفتار کر لیا ہے جبکہ ان کے قبضے سے اسلحہ اور مسروقہ سامان برآمد کیا گیا ہے۔ حکام کے مطابق تفتیش کا سلسلہ جاری ہے اور مزید گرفتاریوں کا امکان ہے۔	[487, 1084, 604, 1134]
news-column-4	[483, 24, 607, 1764]
story-paragraph: کراچی (اسٹاف رپورٹر) شہر میں جاری کارروائیوں کے دوران پولیس نے متعدد ملزمان کو گرفتار کر لیا ہے جبکہ ان کے قبضے سے اسلحہ اور مسروقہ سامان برآمد کیا گیا ہے۔ حکام کے مطابق تفتیش کا سلسلہ جاری ہے اور مزید گرفتاریوں کا امکان ہے۔	[242, 209, 357, 259]
story-number: 23	[338, 28, 357, 40]
notice-body: درخواست بابت مفقودی سرٹیفکیٹ۔ بذریعہ ہذا مطلع کیا جاتا ہے کہ درخواست گزار کا شناختی کارڈ گم ہو گیا ہے اگر کسی کو اعتراض ہو تو 14 یوم کے اندر رابطہ کرے۔	[7, 776, 86, 809]
story-title: وفاقی حکومت	[888, 778, 940, 786]
story-title: سٹیٹ بینک	[55, 30, 94, 38]
notice-body: درخواست بابت مفقودی سرٹیفکیٹ۔ بذریعہ ہذا مطلع کیا جاتا ہے کہ درخواست گزار کا شناختی کارڈ گم ہو گیا ہے اگر کسی کو اعتراض ہو تو 14 یوم کے اندر رابطہ کرے۔	[185, 1265, 264, 1297]
story-paragraph: کراچی (اسٹاف رپورٹر) شہر میں جاری کارروائیوں کے دوران پولیس نے متعدد ملزمان کو گرفتار کر لیا ہے جبکہ ان کے قبضے سے اسلحہ اور مسروقہ سامان برآمد کیا گیا ہے۔ حکام کے مطابق تفتیش کا سلسلہ جاری ہے اور مزید گرفتاریوں کا امکان ہے۔	[731, 432, 842, 491]
story-title: بحریہ	[438, 890, 457, 898]
story-title: نوازشریف	[788, 30, 825, 38]
masthead-english: THE DAILY UMMAT,FRIDAY DECEMBER 17, 2021	[4, 2, 304, 17]
notice-footer: INCHARGE SFU, NADRA SFU MEGA CENTER DHA KARACHI	[91, 865, 177, 881]
story-heading	[2, 148, 118, 162]
story-title: شہری	[72, 272, 94, 280]
story-paragraph: کراچی (اسٹاف رپورٹر) شہر میں جاری کارروائیوں کے دوران پولیس نے متعدد ملزمان کو گرفتار کر لیا ہے جبکہ ان کے قبضے سے اسلحہ اور مسروقہ سامان برآمد کیا گیا ہے۔ حکام کے مطابق تفتیش کا سلسلہ جاری ہے اور مزید گرفتاریوں کا امکان ہے۔	[487, 781, 604, 832]
story-paragraph: اسلام آباد (نمائندہ امت) وفاقی حکومت نے معاملے پر غور کے لیے خصوصی اجلاس طلب کر لیا ہے جس میں متعلقہ وزارتوں کے نمائندے شرکت کریں گے اور آئندہ کا لائحہ عمل طے کیا جائے گا۔	[731, 46, 842, 88]
story-paragraph: اسلام آباد (نمائندہ امت) وفاقی حکومت نے معاملے پر غور کے لیے خصوصی اجلاس طلب کر لیا ہے جس میں متعلقہ وزارتوں کے نمائندے شرکت کریں گے اور آئندہ کا لائحہ عمل طے کیا جائے گا۔	[487, 834, 604, 876]
story-paragraph: لاہور (مانیٹرنگ ڈیسک) عدالت نے کیس کی سماعت کرتے ہوئے فریقین کو نوٹس جاری کر دیے ہیں اور آئندہ سماعت پر جواب طلب کر لیا ہے۔ عدالت نے ریمارکس دیے کہ قانون سب کے لیے برابر ہے۔	[3, 167, 117, 209]
story-paragraph: لاہور (مانیٹرنگ ڈیسک) عدالت نے کیس کی سماعت کرتے ہوئے فریقین کو نوٹس جاری کر دیے ہیں اور آئندہ سماعت پر جواب طلب کر لیا ہے۔ عدالت نے ریمارکس دیے کہ قانون سب کے لیے برابر ہے۔	[487, 1473, 604, 1516]
public-notice	[2, 532, 90, 704]
story-number: 27	[216, 149, 235, 161]
